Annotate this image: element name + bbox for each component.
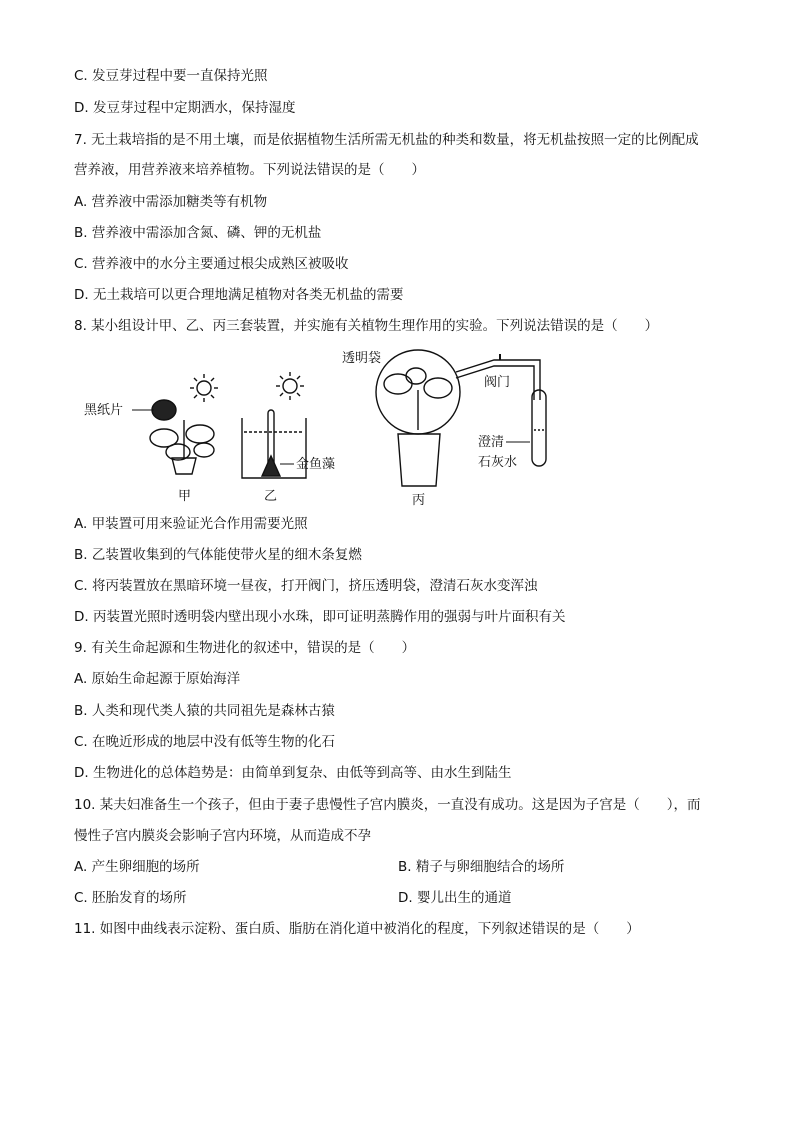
q7-option-d: D. 无土栽培可以更合理地满足植物对各类无机盐的需要 <box>74 287 404 303</box>
label-valve: 阀门 <box>484 375 511 390</box>
label-limewater-line1: 澄清 <box>478 435 505 450</box>
label-jia: 甲 <box>178 489 192 504</box>
apparatus-bing <box>376 350 546 486</box>
q7-option-c: C. 营养液中的水分主要通过根尖成熟区被吸收 <box>74 256 349 272</box>
q10-option-c: C. 胚胎发育的场所 <box>74 890 187 906</box>
q6-option-d: D. 发豆芽过程中定期洒水，保持湿度 <box>74 100 296 116</box>
label-bing: 丙 <box>412 493 426 508</box>
q8-option-d: D. 丙装置光照时透明袋内壁出现小水珠，即可证明蒸腾作用的强弱与叶片面积有关 <box>74 609 566 625</box>
q7-option-a: A. 营养液中需添加糖类等有机物 <box>74 194 268 210</box>
q11-stem: 11. 如图中曲线表示淀粉、蛋白质、脂肪在消化道中被消化的程度，下列叙述错误的是（ ） <box>74 921 640 937</box>
label-black-paper: 黑纸片 <box>84 403 124 418</box>
q9-option-b: B. 人类和现代类人猿的共同祖先是森林古猿 <box>74 703 335 719</box>
plant-icon <box>384 368 452 430</box>
q10-stem-line2: 慢性子宫内膜炎会影响子宫内环境，从而造成不孕 <box>74 828 371 844</box>
test-tube-icon <box>532 390 546 466</box>
q9-option-c: C. 在晚近形成的地层中没有低等生物的化石 <box>74 734 336 750</box>
q10-option-b: B. 精子与卵细胞结合的场所 <box>398 859 565 875</box>
apparatus-jia <box>132 374 218 474</box>
label-transparent-bag: 透明袋 <box>342 351 382 366</box>
sun-icon <box>190 374 218 402</box>
q7-option-b: B. 营养液中需添加含氮、磷、钾的无机盐 <box>74 225 322 241</box>
q6-option-c: C. 发豆芽过程中要一直保持光照 <box>74 68 268 84</box>
sun-icon <box>276 372 304 400</box>
q7-stem-line2: 营养液，用营养液来培养植物。下列说法错误的是（ ） <box>74 162 425 178</box>
q7-stem-line1: 7. 无土栽培指的是不用土壤，而是依据植物生活所需无机盐的种类和数量，将无机盐按照一定的比例配成 <box>74 132 699 148</box>
q9-stem: 9. 有关生命起源和生物进化的叙述中，错误的是（ ） <box>74 640 416 656</box>
plant-icon <box>150 400 214 474</box>
flower-pot-icon <box>398 434 440 486</box>
q10-option-a: A. 产生卵细胞的场所 <box>74 859 200 875</box>
label-yi: 乙 <box>264 489 278 504</box>
q8-stem: 8. 某小组设计甲、乙、丙三套装置，并实施有关植物生理作用的实验。下列说法错误的是（ ） <box>74 318 659 334</box>
q8-option-b: B. 乙装置收集到的气体能使带火星的细木条复燃 <box>74 547 362 563</box>
q9-option-a: A. 原始生命起源于原始海洋 <box>74 671 241 687</box>
q10-option-d: D. 婴儿出生的通道 <box>398 890 512 906</box>
label-limewater-line2: 石灰水 <box>478 455 518 470</box>
q9-option-d: D. 生物进化的总体趋势是：由简单到复杂、由低等到高等、由水生到陆生 <box>74 765 512 781</box>
label-goldfish-weed: 金鱼藻 <box>296 457 336 472</box>
q8-experiment-figure <box>80 340 580 510</box>
q10-stem-line1: 10. 某夫妇准备生一个孩子，但由于妻子患慢性子宫内膜炎，一直没有成功。这是因为子宫是（ ），而 <box>74 797 701 813</box>
q8-option-a: A. 甲装置可用来验证光合作用需要光照 <box>74 516 308 532</box>
q8-option-c: C. 将丙装置放在黑暗环境一昼夜，打开阀门，挤压透明袋，澄清石灰水变浑浊 <box>74 578 538 594</box>
